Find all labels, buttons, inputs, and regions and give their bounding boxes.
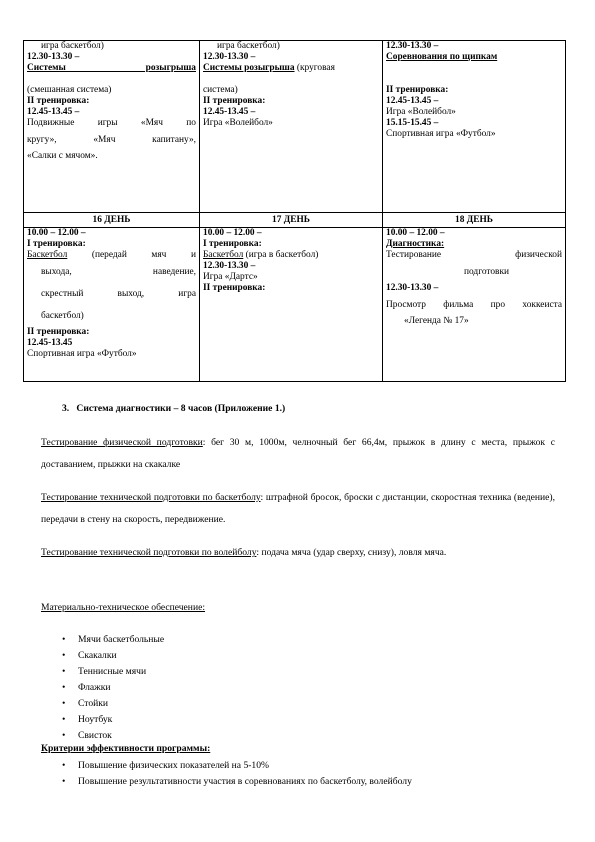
paragraph-key: Тестирование технической подготовки по баскетболу — [41, 492, 261, 503]
paragraph-text: : штрафной бросок, броски с дистанции, скоростная техника (ведение), передачи в стену на скорость, передвижение. — [41, 492, 555, 525]
cell-text: Подвижные игры «Мяч по — [27, 118, 196, 128]
criteria-list — [60, 758, 412, 790]
cell-time: 12.45-13.45 – — [386, 96, 439, 106]
section-title: Система диагностики – 8 часов (Приложение 1.) — [76, 403, 286, 414]
cell-day-c — [383, 41, 566, 213]
cell-text: кругу», «Мяч капитану», — [27, 135, 196, 145]
day-header: 16 ДЕНЬ — [24, 213, 200, 228]
cell-text: система) — [203, 85, 238, 95]
cell-text: Спортивная игра «Футбол» — [386, 129, 496, 139]
cell-heading: II тренировка: — [203, 96, 266, 106]
cell-text: скрестный выход, игра — [41, 289, 196, 299]
list-item: • Повышение результативности участия в соревнованиях по баскетболу, волейболу — [60, 774, 412, 790]
cell-heading: I тренировка: — [27, 239, 86, 249]
cell-time: 12.30-13.30 – — [27, 52, 80, 62]
cell-heading: II тренировка: — [27, 327, 90, 337]
materials-title: Материально-техническое обеспечение: — [41, 602, 206, 613]
list-item: • Ноутбук — [60, 712, 164, 728]
list-item: • Повышение физических показателей на 5-10% — [60, 758, 412, 774]
bullet-icon: • — [62, 698, 66, 709]
table-row — [24, 41, 566, 213]
cell-heading: II тренировка: — [386, 85, 449, 95]
cell-heading-line: Системы розыгрыша (круговая — [203, 63, 335, 73]
cell-time: 12.30-13.30 – — [386, 41, 439, 51]
cell-text: подготовки — [464, 267, 510, 277]
cell-text: игра баскетбол) — [41, 41, 104, 51]
cell-day-b — [200, 41, 383, 213]
bullet-icon: • — [62, 634, 66, 645]
cell-heading: II тренировка: — [203, 283, 266, 293]
table-header-row — [24, 213, 566, 228]
bullet-icon: • — [62, 776, 66, 787]
list-item: • Стойки — [60, 696, 164, 712]
section-number: 3. — [62, 403, 70, 414]
cell-time: 15.15-15.45 – — [386, 118, 439, 128]
cell-time: 10.00 – 12.00 – — [27, 228, 86, 238]
cell-text: Игра «Дартс» — [203, 272, 258, 282]
cell-day-17 — [200, 228, 383, 382]
criteria-title: Критерии эффективности программы: — [41, 743, 211, 754]
table-row — [24, 228, 566, 382]
cell-time: 12.45-13.45 — [27, 338, 73, 348]
cell-day-18 — [383, 228, 566, 382]
cell-text: Игра «Волейбол» — [203, 118, 273, 128]
cell-day-a — [24, 41, 200, 213]
cell-time: 10.00 – 12.00 – — [386, 228, 445, 238]
cell-text: Просмотр фильма про хоккеиста — [386, 300, 562, 310]
bullet-icon: • — [62, 650, 66, 661]
cell-text: выхода, наведение, — [41, 267, 196, 277]
paragraph-basketball-test — [41, 487, 555, 531]
cell-time: 12.45-13.45 – — [27, 107, 80, 117]
cell-text: игра баскетбол) — [217, 41, 280, 51]
cell-text-line: Баскетбол (передай мяч и — [27, 250, 196, 260]
bullet-icon: • — [62, 714, 66, 725]
cell-text: (смешанная система) — [27, 85, 112, 95]
bullet-icon: • — [62, 730, 66, 741]
cell-text-line: Баскетбол (игра в баскетбол) — [203, 250, 319, 260]
cell-heading: I тренировка: — [203, 239, 262, 249]
day-header: 18 ДЕНЬ — [383, 213, 566, 228]
cell-text: «Салки с мячом». — [27, 151, 98, 161]
cell-text: баскетбол) — [41, 311, 84, 321]
list-item: • Скакалки — [60, 648, 164, 664]
cell-text: Игра «Волейбол» — [386, 107, 456, 117]
paragraph-text: : подача мяча (удар сверху, снизу), ловля мяча. — [256, 547, 447, 558]
cell-heading: Системы розыгрыша — [27, 63, 196, 73]
cell-time: 12.30-13.30 – — [203, 52, 256, 62]
list-item: • Свисток — [60, 728, 164, 744]
cell-heading: Диагностика: — [386, 239, 445, 249]
materials-list — [60, 632, 164, 744]
cell-time: 10.00 – 12.00 – — [203, 228, 262, 238]
cell-text: Тестирование физической — [386, 250, 562, 260]
paragraph-key: Тестирование технической подготовки по волейболу — [41, 547, 257, 558]
paragraph-volleyball-test — [41, 542, 555, 564]
cell-heading: Соревнования по щипкам — [386, 52, 498, 62]
cell-day-16 — [24, 228, 200, 382]
list-item: • Мячи баскетбольные — [60, 632, 164, 648]
cell-time: 12.30-13.30 – — [203, 261, 256, 271]
paragraph-key: Тестирование физической подготовки — [41, 437, 203, 448]
schedule-table — [23, 40, 566, 382]
cell-time: 12.45-13.45 – — [203, 107, 256, 117]
cell-heading: II тренировка: — [27, 96, 90, 106]
cell-time: 12.30-13.30 – — [386, 283, 439, 293]
day-header: 17 ДЕНЬ — [200, 213, 383, 228]
section-heading — [62, 403, 285, 414]
paragraph-physical-test — [41, 432, 555, 476]
bullet-icon: • — [62, 760, 66, 771]
cell-text: Спортивная игра «Футбол» — [27, 349, 137, 359]
list-item: • Теннисные мячи — [60, 664, 164, 680]
paragraph-text: : бег 30 м, 1000м, челночный бег 66,4м, прыжок в длину с места, прыжок с доставанием, прыжки на скакалке — [41, 437, 555, 470]
list-item: • Флажки — [60, 680, 164, 696]
cell-text: «Легенда № 17» — [404, 316, 469, 326]
bullet-icon: • — [62, 666, 66, 677]
bullet-icon: • — [62, 682, 66, 693]
